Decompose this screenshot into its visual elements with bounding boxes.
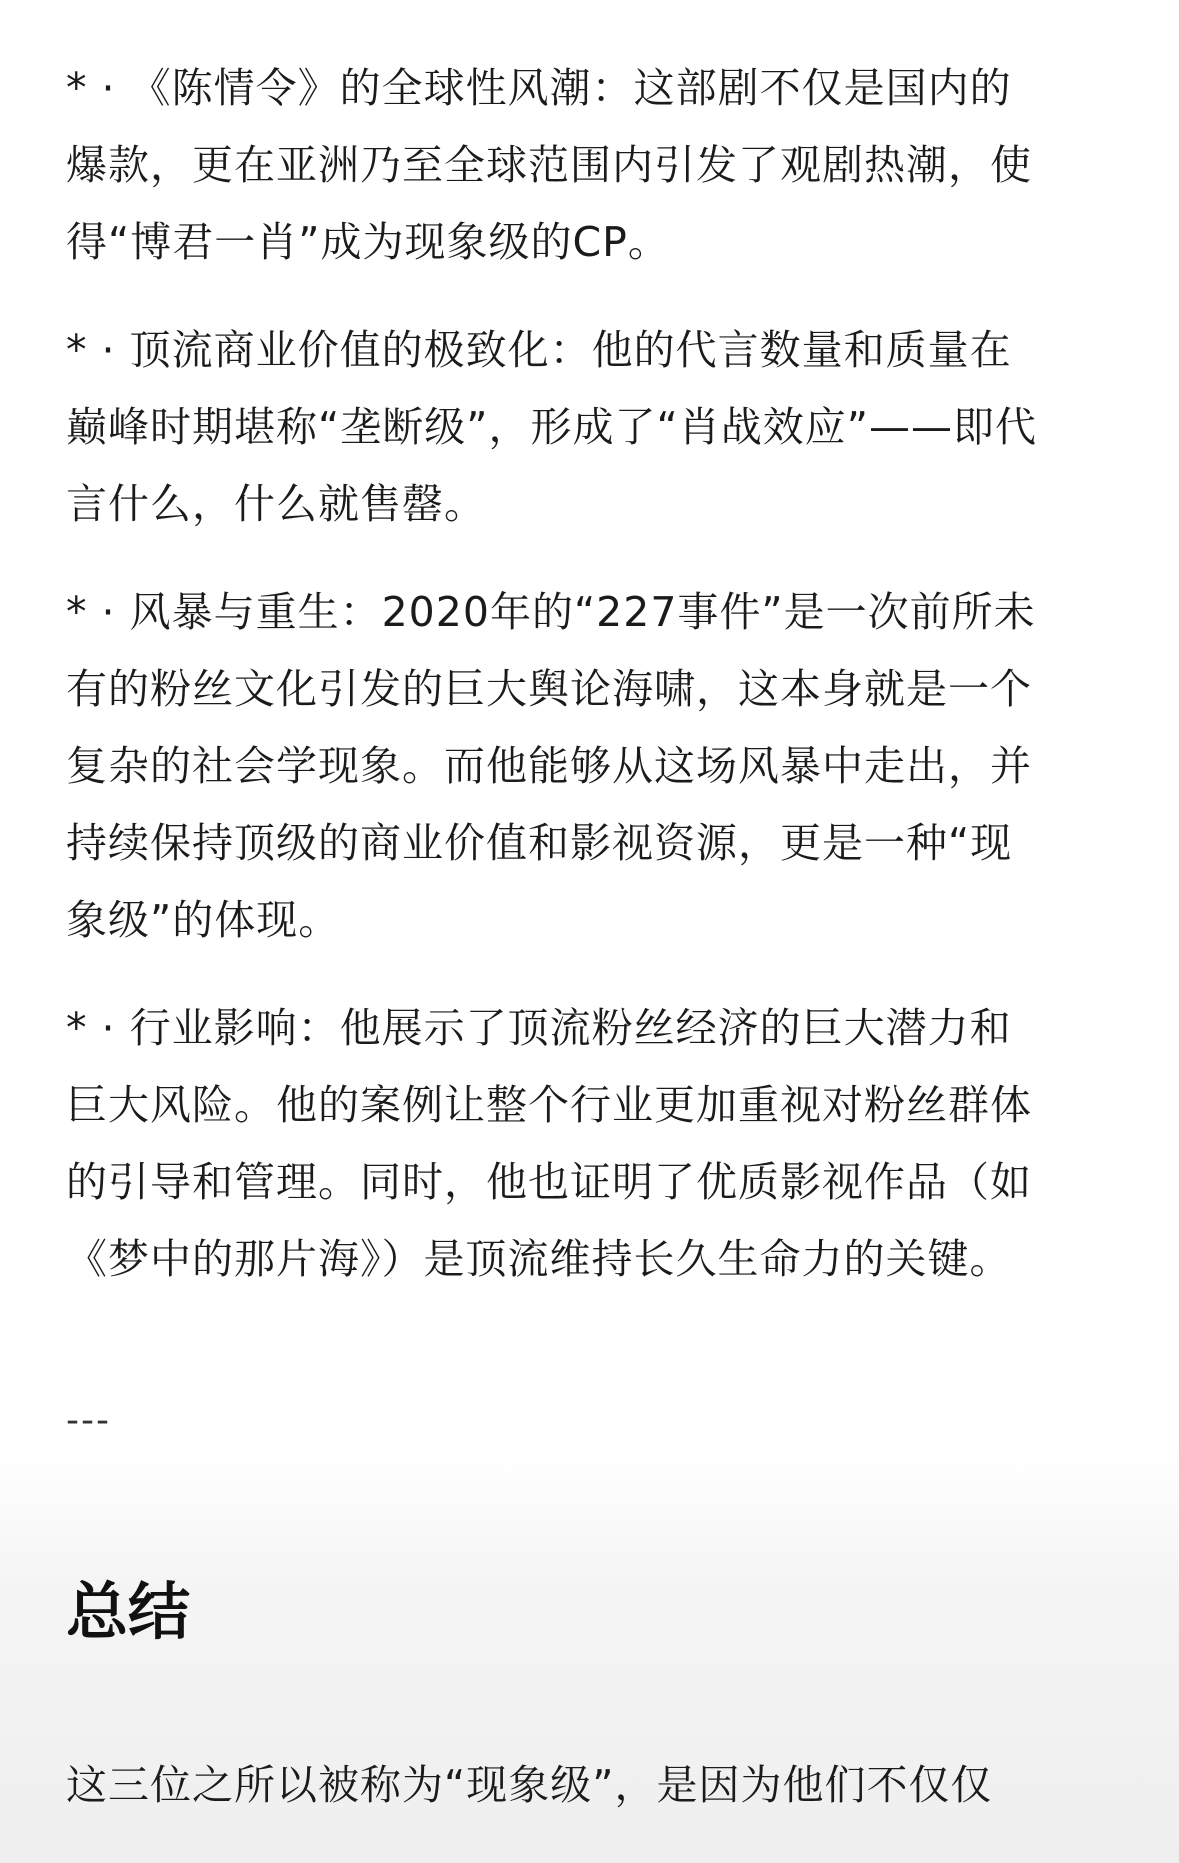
bullet-line: 复杂的社会学现象。而他能够从这场风暴中走出，并 bbox=[66, 742, 1032, 790]
bullet-line: 有的粉丝文化引发的巨大舆论海啸，这本身就是一个 bbox=[66, 665, 1032, 713]
bullet-line: * · 《陈情令》的全球性风潮：这部剧不仅是国内的 bbox=[66, 64, 1012, 112]
bullet-line: 的引导和管理。同时，他也证明了优质影视作品（如 bbox=[66, 1158, 1032, 1206]
bullet-item bbox=[66, 990, 1126, 1298]
summary-text: 这三位之所以被称为“现象级”，是因为他们不仅仅 bbox=[66, 1761, 993, 1809]
section-divider: --- bbox=[66, 1400, 111, 1441]
section-heading: 总结 bbox=[66, 1575, 191, 1648]
bullet-line: * · 顶流商业价值的极致化：他的代言数量和质量在 bbox=[66, 326, 1012, 374]
bullet-line: 巅峰时期堪称“垄断级”，形成了“肖战效应”——即代 bbox=[66, 403, 1037, 451]
bullet-item bbox=[66, 312, 1126, 543]
bullet-item bbox=[66, 50, 1126, 281]
bullet-line: 象级”的体现。 bbox=[66, 896, 341, 944]
bullet-line: 言什么，什么就售罄。 bbox=[66, 480, 486, 528]
bullet-line: 爆款，更在亚洲乃至全球范围内引发了观剧热潮，使 bbox=[66, 141, 1032, 189]
bullet-line: 《梦中的那片海》）是顶流维持长久生命力的关键。 bbox=[66, 1235, 1012, 1283]
bullet-list bbox=[66, 50, 1126, 1329]
bullet-item bbox=[66, 574, 1126, 959]
bullet-line: 巨大风险。他的案例让整个行业更加重视对粉丝群体 bbox=[66, 1081, 1032, 1129]
bullet-line: * · 行业影响：他展示了顶流粉丝经济的巨大潜力和 bbox=[66, 1004, 1012, 1052]
bullet-line: 得“博君一肖”成为现象级的CP。 bbox=[66, 218, 670, 266]
bullet-line: * · 风暴与重生：2020年的“227事件”是一次前所未 bbox=[66, 588, 1036, 636]
bullet-line: 持续保持顶级的商业价值和影视资源，更是一种“现 bbox=[66, 819, 1013, 867]
